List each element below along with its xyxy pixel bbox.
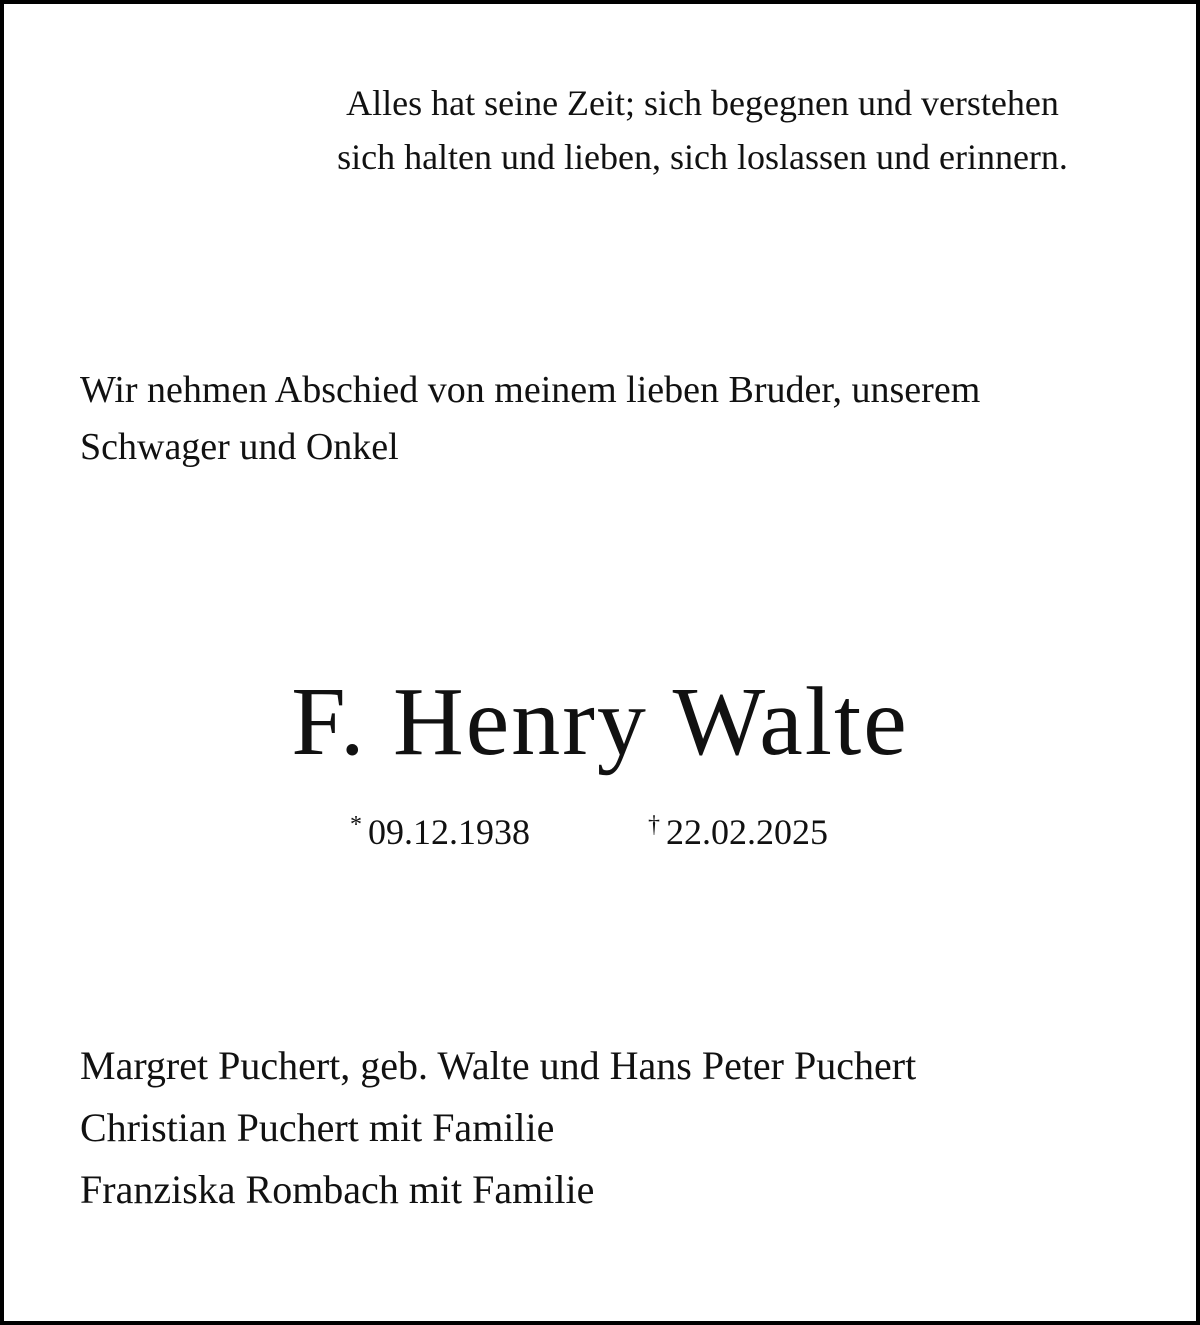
- death-date-line: [648, 800, 828, 857]
- mourner-line: Margret Puchert, geb. Walte und Hans Peter Puchert: [80, 1043, 917, 1088]
- farewell-intro: [80, 362, 1160, 476]
- death-symbol: †: [648, 812, 660, 838]
- motto-quote: [200, 76, 1200, 184]
- birth-symbol: *: [350, 812, 362, 838]
- motto-line: Alles hat seine Zeit; sich begegnen und verstehen: [346, 83, 1059, 123]
- birth-date-line: [350, 800, 530, 857]
- motto-line: sich halten und lieben, sich loslassen und erinnern.: [337, 137, 1068, 177]
- intro-line: Wir nehmen Abschied von meinem lieben Bruder, unserem: [80, 369, 981, 411]
- death-date: 22.02.2025: [666, 812, 828, 852]
- birth-date: 09.12.1938: [368, 812, 530, 852]
- deceased-name: F. Henry Walte: [291, 668, 909, 776]
- mourner-line: Franziska Rombach mit Familie: [80, 1167, 595, 1212]
- mourners-list: [80, 1035, 1160, 1221]
- intro-line: Schwager und Onkel: [80, 426, 399, 468]
- mourner-line: Christian Puchert mit Familie: [80, 1105, 555, 1150]
